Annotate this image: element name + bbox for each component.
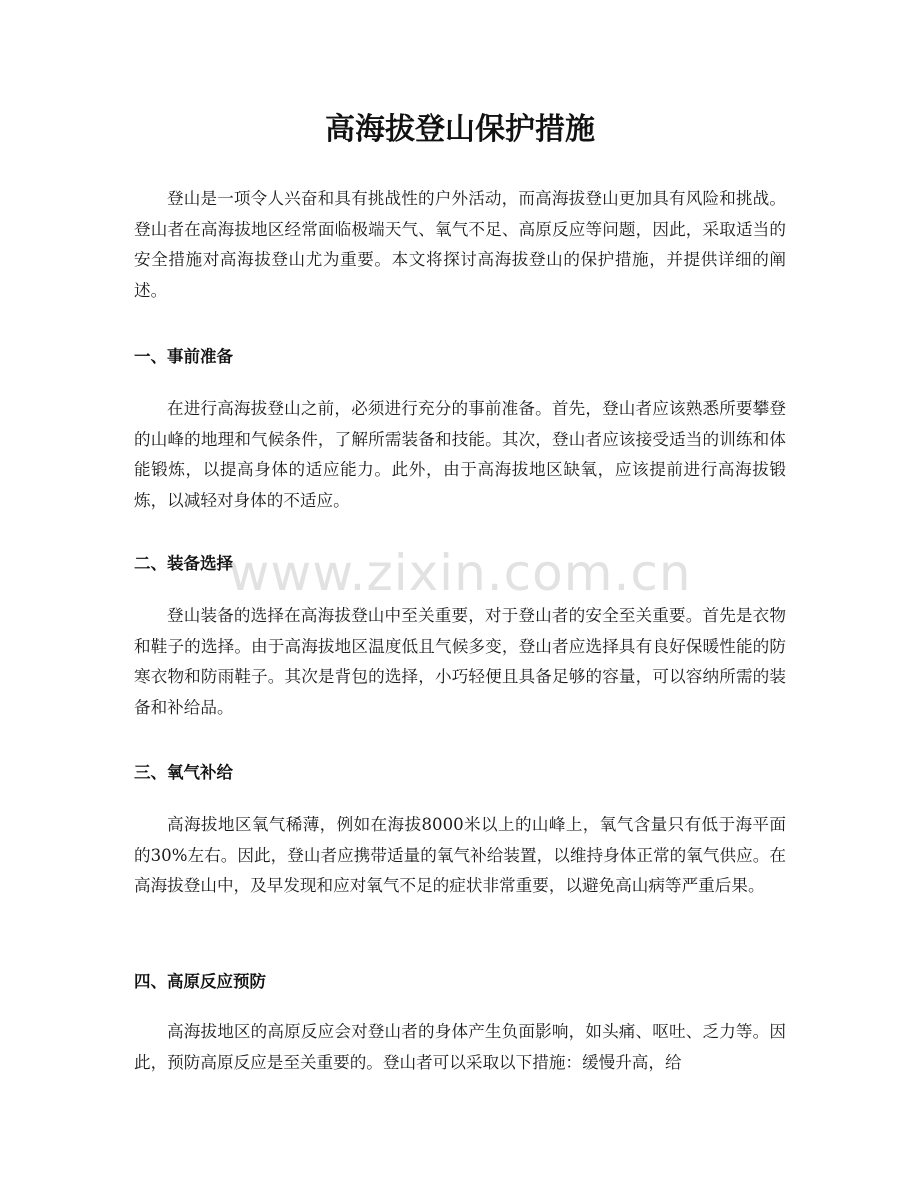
section-body-altitude-sickness: 高海拔地区的高原反应会对登山者的身体产生负面影响，如头痛、呕吐、乏力等。因此，预防高原反应是至关重要的。登山者可以采取以下措施：缓慢升高，给: [134, 1022, 786, 1072]
page-title: 高海拔登山保护措施: [325, 112, 595, 147]
section-body-preparation: 在进行高海拔登山之前，必须进行充分的事前准备。首先，登山者应该熟悉所要攀登的山峰的地理和气候条件，了解所需装备和技能。其次，登山者应该接受适当的训练和体能锻炼，以提高身体的适应能力。此外，由于高海拔地区缺氧，应该提前进行高海拔锻炼，以减轻对身体的不适应。: [134, 399, 786, 510]
section-heading-altitude-sickness: 四、高原反应预防: [134, 972, 266, 991]
watermark: www.zixin.com.cn: [228, 544, 692, 602]
section-heading-equipment: 二、装备选择: [134, 554, 233, 573]
section-heading-oxygen: 三、氧气补给: [134, 763, 233, 782]
section-heading-preparation: 一、事前准备: [134, 347, 233, 366]
section-body-equipment: 登山装备的选择在高海拔登山中至关重要，对于登山者的安全至关重要。首先是衣物和鞋子的选择。由于高海拔地区温度低且气候多变，登山者应选择具有良好保暖性能的防寒衣物和防雨鞋子。其次是背包的选择，小巧轻便且具备足够的容量，可以容纳所需的装备和补给品。: [134, 606, 786, 717]
intro-paragraph: 登山是一项令人兴奋和具有挑战性的户外活动，而高海拔登山更加具有风险和挑战。登山者在高海拔地区经常面临极端天气、氧气不足、高原反应等问题，因此，采取适当的安全措施对高海拔登山尤为重要。本文将探讨高海拔登山的保护措施，并提供详细的阐述。: [134, 189, 786, 300]
section-body-oxygen: 高海拔地区氧气稀薄，例如在海拔8000米以上的山峰上，氧气含量只有低于海平面的30%左右。因此，登山者应携带适量的氧气补给装置，以维持身体正常的氧气供应。在高海拔登山中，及早发现和应对氧气不足的症状非常重要，以避免高山病等严重后果。: [134, 815, 786, 895]
